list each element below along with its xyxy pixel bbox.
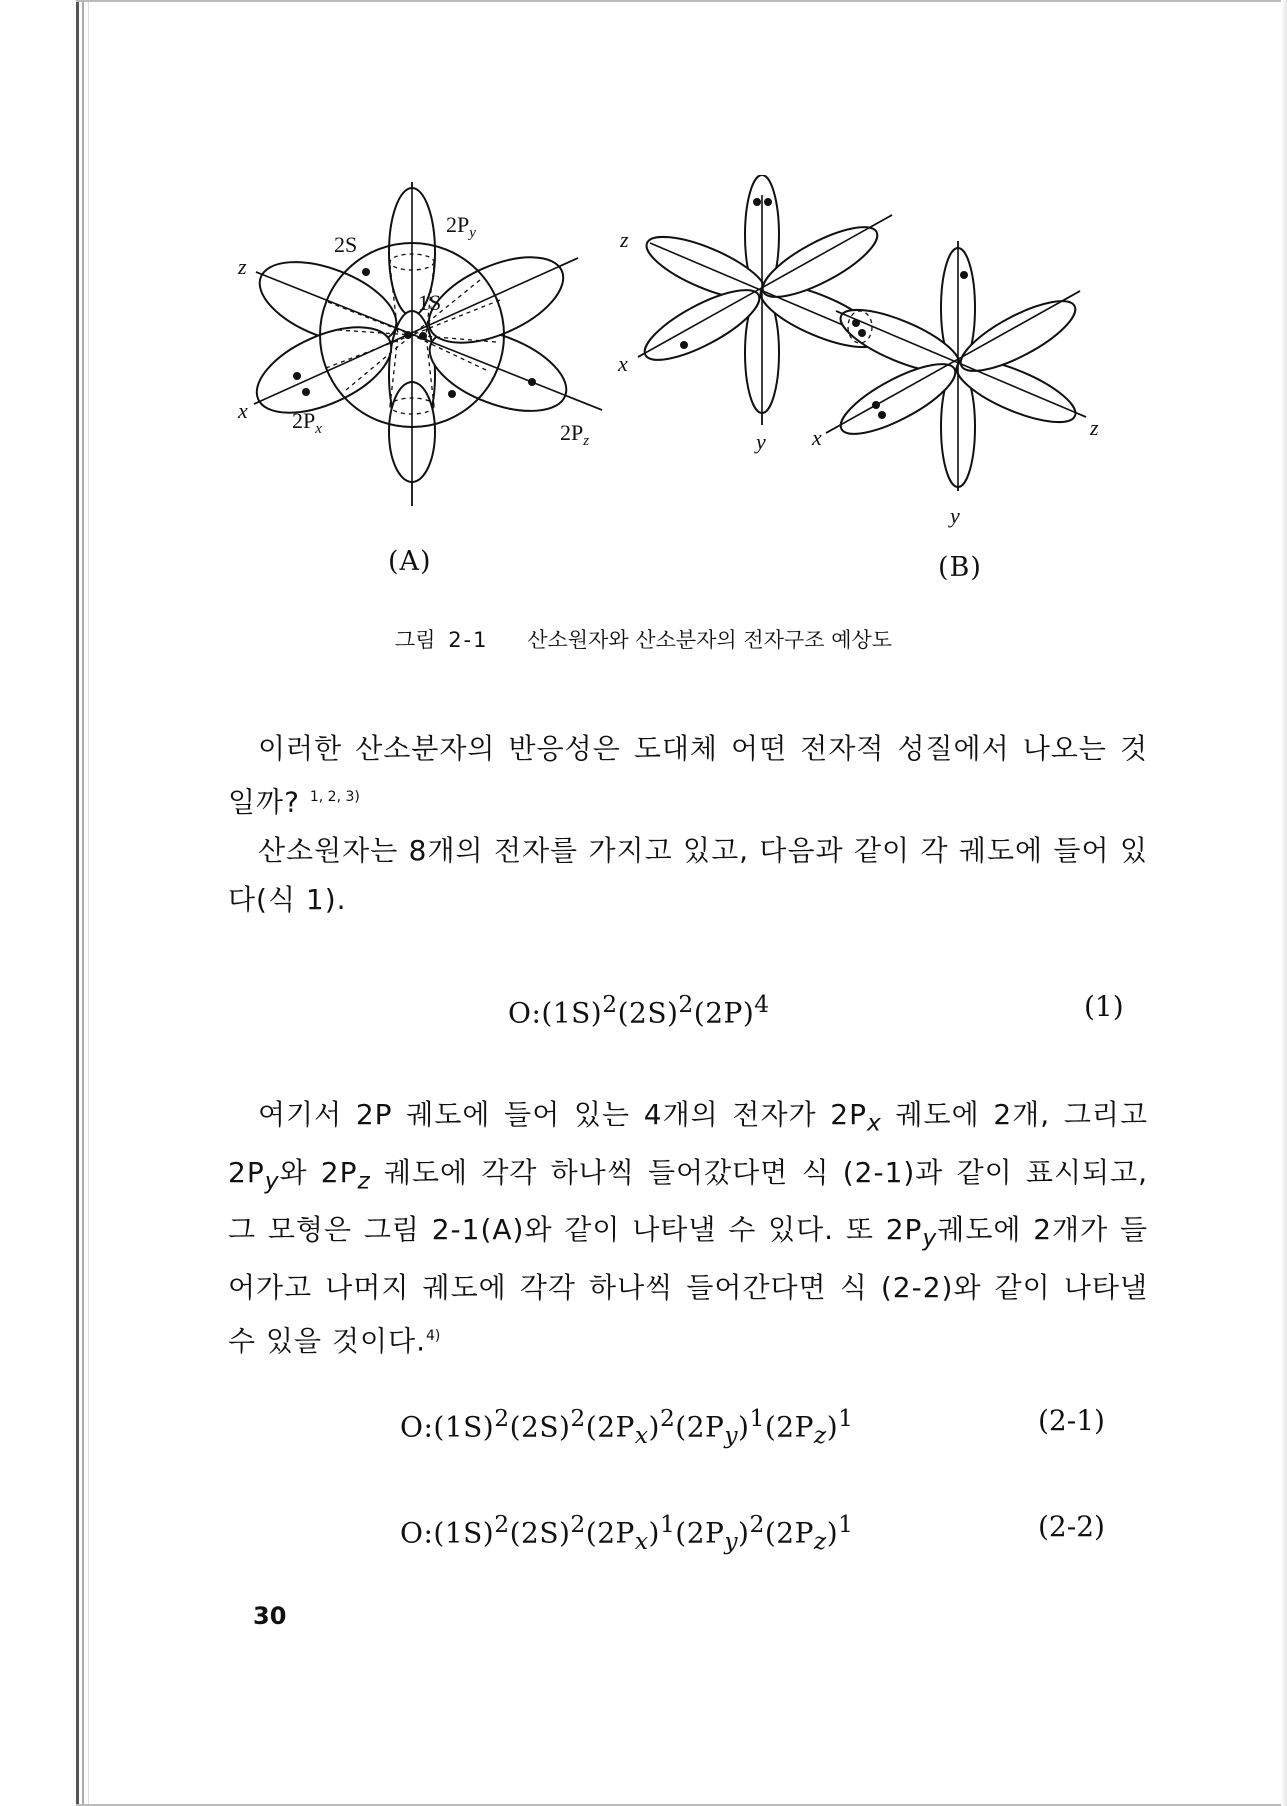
equation-2-2-number: (2-2) xyxy=(1038,1510,1105,1543)
equation-2-1: $O:(1S)^2(2S)^2(2P_x)^2(2P_y)^1(2P_z)^1$ xyxy=(400,1404,854,1449)
electron-dot xyxy=(302,388,310,396)
electron-dot xyxy=(764,198,772,206)
axis-label-z-2: z xyxy=(1090,415,1099,440)
axis-label-x-2: x xyxy=(812,425,822,450)
equation-2-2: $O:(1S)^2(2S)^2(2P_x)^1(2P_y)^2(2P_z)^1$ xyxy=(400,1510,854,1555)
axis-label-y-1: y xyxy=(756,429,766,454)
paragraph-3: 여기서 2P 궤도에 들어 있는 4개의 전자가 $2P_x$ 궤도에 2개, 그리고 $2P_y$와 $2P_z$ 궤도에 각각 하나씩 들어갔다면 식 (2-1)과 같이 표시되고, 그 모형은 그림 2-1(A)와 같이 나타낼 수 있다. 또 $2P_y$궤도에 2개가 들어가고 나머지 궤도에 각각 하나씩 들어간다면 식 (2-2)와 같이 나타낼 수 있을 것이다.$^{4)}$ xyxy=(228,1098,1148,1358)
label-2py: $2P_y$ xyxy=(446,212,476,241)
label-2px: $2P_x$ xyxy=(292,408,322,437)
figure-label-b: (B) xyxy=(938,552,982,583)
axis-label-x: x xyxy=(238,398,248,423)
caption-number: 2-1 xyxy=(448,628,489,652)
figure-panel-b xyxy=(610,175,1140,535)
electron-dot xyxy=(419,332,427,340)
electron-dot xyxy=(362,268,370,276)
electron-dot xyxy=(528,378,536,386)
electron-dot xyxy=(680,341,688,349)
axis-label-z-1: z xyxy=(620,227,629,252)
caption-prefix: 그림 xyxy=(394,628,436,652)
electron-dot xyxy=(404,331,412,339)
axis-label-x-1: x xyxy=(618,351,628,376)
axis-label-y-2: y xyxy=(950,503,960,528)
page-edge-right xyxy=(1281,0,1287,1806)
caption-text: 산소원자와 산소분자의 전자구조 예상도 xyxy=(527,628,893,652)
electron-dot xyxy=(852,319,860,327)
reference-1: 1, 2, 3) xyxy=(309,789,360,805)
electron-dot xyxy=(872,401,880,409)
book-spine xyxy=(76,0,79,1806)
label-2s: 2S xyxy=(334,232,358,257)
label-1s: 1S xyxy=(418,290,442,315)
axis-label-z: z xyxy=(238,254,247,279)
reference-4: 4) xyxy=(426,1327,441,1344)
page-number: 30 xyxy=(253,1602,287,1630)
book-spine-shadow-light xyxy=(88,0,89,1806)
equation-2-1-number: (2-1) xyxy=(1038,1404,1105,1437)
electron-dot xyxy=(858,329,866,337)
paragraph-2: 산소원자는 8개의 전자를 가지고 있고, 다음과 같이 각 궤도에 들어 있다(식 1). xyxy=(228,834,1148,916)
figure-caption xyxy=(0,624,1287,654)
figure-panel-a xyxy=(230,170,630,520)
equation-1-number: (1) xyxy=(1084,990,1124,1023)
electron-dot xyxy=(960,271,968,279)
equation-1: $O:(1S)^2(2S)^2(2P)^4$ xyxy=(508,990,770,1030)
electron-dot xyxy=(878,411,886,419)
paragraph-1: 이러한 산소분자의 반응성은 도대체 어떤 전자적 성질에서 나오는 것일까? $^{1, 2, 3)}$ xyxy=(228,732,1148,819)
electron-dot xyxy=(753,198,761,206)
electron-dot xyxy=(293,372,301,380)
label-2pz: $2P_z$ xyxy=(560,420,590,449)
book-spine-shadow xyxy=(82,0,84,1806)
figure-label-a: (A) xyxy=(388,546,432,577)
page-edge-top xyxy=(76,0,1287,2)
electron-dot xyxy=(448,390,456,398)
